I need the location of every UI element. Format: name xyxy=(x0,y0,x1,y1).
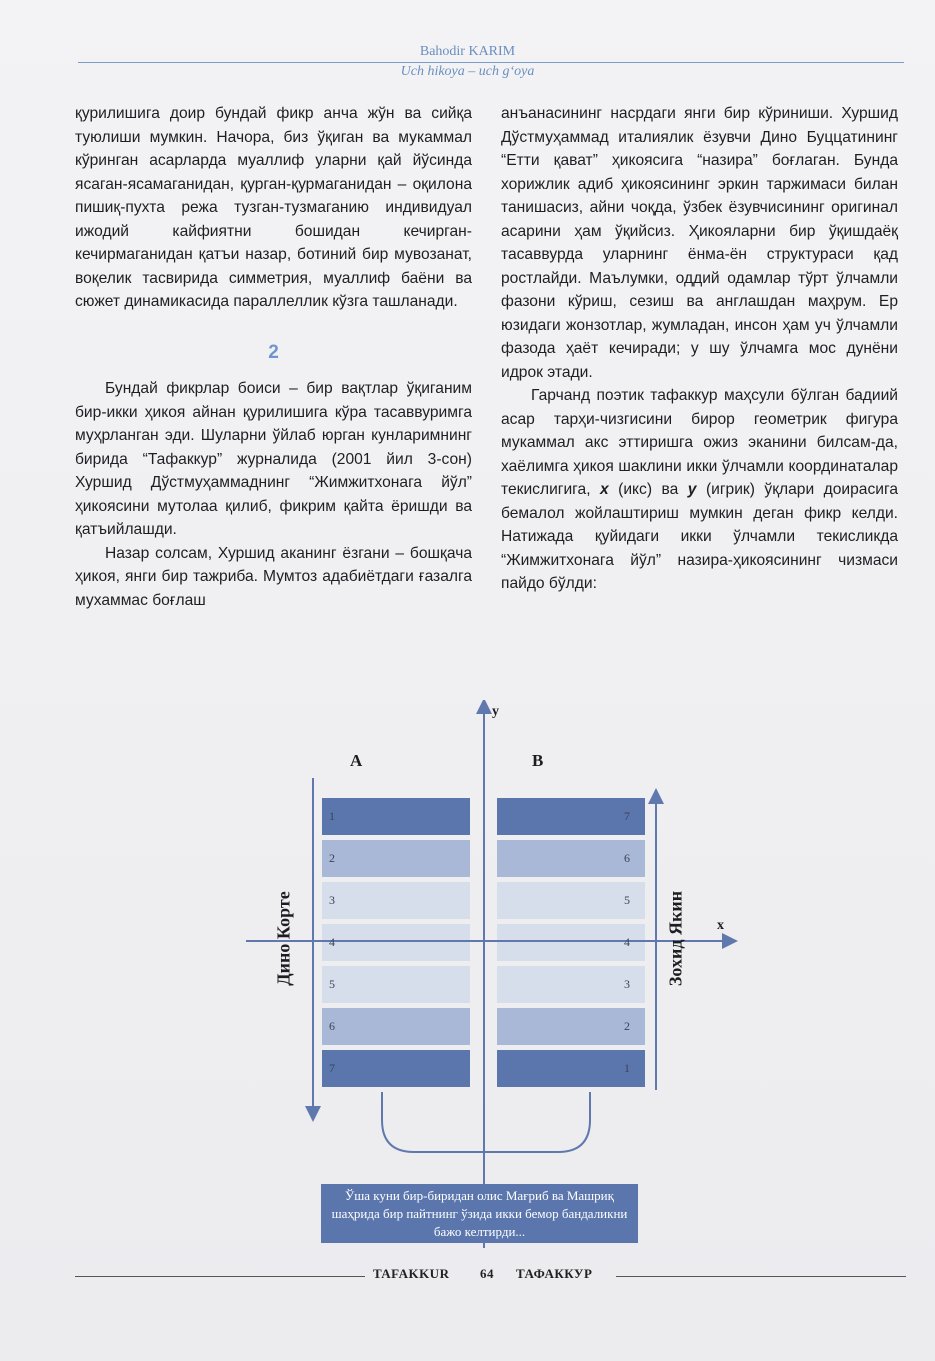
coordinate-diagram xyxy=(240,700,740,1252)
y-variable: y xyxy=(687,481,697,498)
column-b-row xyxy=(497,966,645,1003)
right-paragraph-2 xyxy=(501,384,898,596)
column-a-row xyxy=(322,798,470,835)
column-a-row-number: 4 xyxy=(329,935,335,949)
footer-title-cyrillic: ТАФАККУР xyxy=(516,1266,593,1281)
header-rule xyxy=(78,62,904,63)
column-b-row-number: 3 xyxy=(624,977,630,991)
column-b-row-number: 2 xyxy=(624,1019,630,1033)
column-b-row xyxy=(497,882,645,919)
footer-rule-right xyxy=(616,1276,906,1277)
column-a-row xyxy=(322,1008,470,1045)
left-author-name: Дино Корте xyxy=(273,891,294,986)
column-a-row-number: 7 xyxy=(329,1061,335,1075)
running-header-title: Uch hikoya – uch g‘oya xyxy=(400,64,535,79)
running-header-author: Bahodir KARIM xyxy=(419,44,516,59)
section-number: 2 xyxy=(268,341,279,363)
x-axis-label: x xyxy=(717,918,724,933)
column-b-row-number: 5 xyxy=(624,893,630,907)
column-a-row xyxy=(322,882,470,919)
left-column xyxy=(75,102,472,612)
column-b-rows xyxy=(497,798,645,1087)
column-a-row-number: 1 xyxy=(329,809,335,823)
right-author-name: Зохид Якин xyxy=(665,890,686,987)
column-a-row xyxy=(322,966,470,1003)
column-a-row-number: 3 xyxy=(329,893,335,907)
column-b-row xyxy=(497,840,645,877)
column-a-row-number: 5 xyxy=(329,977,335,991)
x-variable: x xyxy=(600,481,609,498)
column-b-row xyxy=(497,1008,645,1045)
column-b-row xyxy=(497,924,645,961)
y-axis-label: y xyxy=(492,704,499,719)
right-paragraph-2-text-b: (икс) ва xyxy=(608,481,688,498)
right-paragraph-1: анъанасининг насрдаги янги бир кўриниши. Хуршид Дўстмуҳаммад италиялик ёзувчи Дино Буццатининг “Етти қават” ҳикоясига “назира” боғлаган. Бунда хорижлик адиб ҳикоясининг эркин таржимаси билан танишасиз, айни чоқда, ўзбек ёзувчисининг оригинал асарини ҳам ўқийсиз. Ҳикояларни бир ўқишдаёқ тасаввурда уларнинг ёнма-ён структураси қад ростлайди. Маълумки, оддий одамлар тўрт ўлчамли фазони кўриш, сезиш ва англашдан маҳрум. Ер юзидаги жонзотлар, жумладан, инсон ҳам уч ўлчамли фазода ҳаёт кечиради; у шу ўлчамга мос дунёни идрок этади. xyxy=(501,105,898,381)
diagram-caption: Ўша куни бир-биридан олис Мағриб ва Машриқ шаҳрида бир пайтнинг ўзида икки бемор бандаликни бажо келтирди... xyxy=(321,1184,638,1243)
left-paragraph-2: Бундай фикрлар боиси – бир вақтлар ўқиганим бир-икки ҳикоя айнан қурилишига кўра тасаввуримга муҳрланган эди. Шуларни ўйлаб юрган кунларимнинг бирида “Тафаккур” журналида (2001 йил 3-сон) Хуршид Дўстмуҳаммаднинг “Жимжитхонага йўл” ҳикоясини мутолаа қилиб, фикрим қайта ёришди ва қатъийлашди. xyxy=(75,380,472,538)
page-number: 64 xyxy=(480,1266,494,1281)
column-a-row-number: 2 xyxy=(329,851,335,865)
left-paragraph-1: қурилишига доир бундай фикр анча жўн ва сийқа туюлиши мумкин. Начора, биз ўқиган ва мукаммал кўринган асарларда муаллиф уларни қай йўсинда ясаган-ясамаганидан, қурган-қурмаганидан – оқилона пишиқ-пухта режа тузган-тузмаганию индивидуал ижодий кайфиятни бошидан кечирган-кечирмаганидан қатъи назар, ботиний бир мувозанат, воқелик тасвирида симметрия, муаллиф баёни ва сюжет динамикасида параллеллик кўзга ташланади. xyxy=(75,105,472,310)
column-a-row xyxy=(322,1050,470,1087)
right-paragraph-2-text-c: (игрик) ўқлари доирасига бемалол жойлаштириш мумкин деган фикр келди. Натижада қуйидаги икки ўлчамли текисликда “Жимжитхонага йўл” назира-ҳикоясининг чизмаси пайдо бўлди: xyxy=(501,481,898,592)
column-b-label: B xyxy=(532,751,544,770)
page-footer xyxy=(0,1266,935,1286)
column-a-row xyxy=(322,924,470,961)
footer-rule-left xyxy=(75,1276,365,1277)
column-b-row-number: 4 xyxy=(624,935,630,949)
column-b-row xyxy=(497,798,645,835)
right-column xyxy=(501,102,898,596)
column-b-row xyxy=(497,1050,645,1087)
column-a-label: A xyxy=(350,751,363,770)
column-b-row-number: 7 xyxy=(624,809,630,823)
left-paragraph-3: Назар солсам, Хуршид аканинг ёзгани – бошқача ҳикоя, янги бир тажриба. Мумтоз адабиётдаги ғазалга мухаммас боғлаш xyxy=(75,544,472,609)
right-paragraph-2-text-a: Гарчанд поэтик тафаккур маҳсули бўлган бадиий асар тарҳи-чизгисини бирор геометрик фигура мукаммал акс эттиришга ожиз эканини билсам-да, хаёлимга ҳикоя шаклини икки ўлчамли координаталар текислигига, xyxy=(501,387,898,498)
column-a-row xyxy=(322,840,470,877)
joining-bracket xyxy=(382,1092,590,1152)
column-b-row-number: 1 xyxy=(624,1061,630,1075)
column-b-row-number: 6 xyxy=(624,851,630,865)
footer-title-latin: TAFAKKUR xyxy=(373,1266,450,1281)
column-a-rows xyxy=(322,798,470,1087)
column-a-row-number: 6 xyxy=(329,1019,335,1033)
